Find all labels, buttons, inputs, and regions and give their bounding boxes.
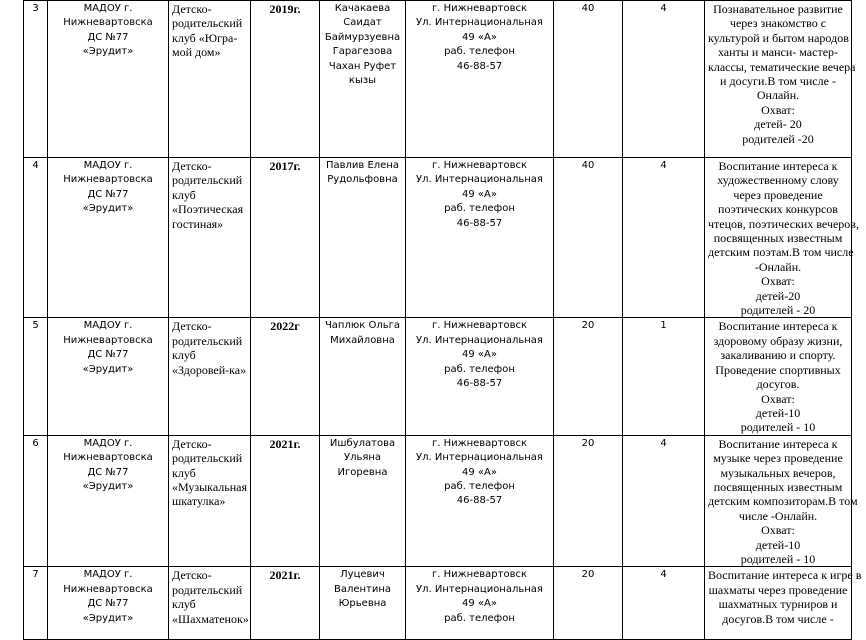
leader-cell-line: Ульяна [343, 452, 382, 464]
club-name-cell-line: родительский [172, 173, 243, 188]
organization-cell-line: ДС №77 [87, 188, 129, 200]
organization-cell [48, 158, 169, 318]
founded-year-cell [251, 318, 320, 435]
description-cell-line: детским композиторам.В том [708, 494, 858, 509]
leader-cell [320, 1, 406, 158]
address-cell-line: 49 «А» [462, 188, 497, 200]
events-count-cell-value: 1 [660, 320, 667, 332]
participants-count-cell-value: 40 [581, 160, 595, 171]
address-cell-line: г. Нижневартовск [431, 3, 528, 14]
leader-cell-line: Баймурзуевна [324, 31, 401, 43]
table-row [24, 435, 852, 567]
description-cell-line: досугов. [756, 377, 800, 392]
founded-year-cell [251, 1, 320, 158]
description-cell-line: здоровому образу жизни, [713, 333, 843, 348]
description-cell-line: закаливанию и спорту. [720, 348, 836, 363]
description-cell-line: числе -Онлайн. [738, 508, 818, 523]
description-cell [705, 567, 862, 640]
table-row [24, 318, 852, 435]
description-cell-line: музыкальных вечеров, [720, 465, 836, 480]
description-cell-line: детей-20 [755, 288, 801, 303]
founded-year-cell [251, 158, 320, 318]
club-name-cell-line: гостиная» [172, 216, 224, 231]
address-cell-line: Ул. Интернациональная [416, 583, 543, 595]
club-name-cell-line: клуб «Югра- [172, 30, 238, 45]
organization-cell [48, 435, 169, 567]
events-count-cell-value: 4 [660, 569, 667, 581]
events-count-cell [623, 567, 705, 640]
address-cell [406, 435, 554, 567]
founded-year-cell [251, 435, 320, 567]
organization-cell-line: Нижневартовска [63, 334, 153, 346]
description-cell-line: детей-10 [755, 405, 801, 420]
participants-count-cell [554, 318, 623, 435]
club-name-cell-line: клуб [172, 187, 196, 202]
leader-cell-line: кызы [348, 75, 377, 87]
description-cell [705, 435, 858, 567]
leader-cell-line: Саидат [343, 17, 382, 29]
club-name-cell [169, 435, 251, 567]
leader-cell-line: Гарагезова [332, 46, 393, 58]
organization-cell-line: «Эрудит» [82, 46, 134, 58]
leader-cell-line: Луцевич [340, 569, 385, 581]
participants-count-cell-value: 20 [581, 569, 595, 581]
club-name-cell-line: Детско- [172, 568, 212, 583]
club-name-cell-line: родительский [172, 582, 243, 597]
description-cell-line: родителей - 10 [740, 420, 816, 435]
row-number-value: 7 [32, 569, 39, 581]
address-cell-line: раб. телефон [444, 480, 515, 492]
organization-cell-line: ДС №77 [87, 31, 129, 43]
organization-cell-line: ДС №77 [87, 466, 129, 478]
description-cell-line: родителей -20 [742, 131, 814, 146]
description-cell-line: поэтических конкурсов [718, 202, 838, 217]
address-cell-line: 46-88-57 [456, 217, 503, 229]
address-cell-line: раб. телефон [444, 612, 515, 624]
club-name-cell-line: Детско- [172, 319, 212, 334]
club-name-cell-line: шкатулка» [172, 494, 226, 509]
address-cell [406, 1, 554, 158]
description-cell-line: Охват: [761, 274, 795, 289]
address-cell-line: 46-88-57 [456, 60, 503, 72]
events-count-cell [623, 435, 705, 567]
leader-cell-line: Павлив Елена [325, 160, 400, 171]
participants-count-cell-value: 20 [581, 437, 595, 449]
description-cell-line: родителей - 20 [740, 303, 816, 318]
organization-cell [48, 1, 169, 158]
organization-cell-line: Нижневартовска [63, 174, 153, 186]
address-cell-line: 49 «А» [462, 349, 497, 361]
organization-cell-line: Нижневартовска [63, 17, 153, 29]
events-count-cell-value: 4 [660, 3, 667, 14]
description-cell-line: музыке через проведение [713, 451, 843, 466]
description-cell-line: досугов.В том числе - [722, 611, 834, 626]
organization-cell-line: Нижневартовска [63, 452, 153, 464]
organization-cell-line: МАДОУ г. [83, 160, 133, 171]
leader-cell-line: Игоревна [337, 466, 388, 478]
participants-count-cell [554, 567, 623, 640]
description-cell-line: детским поэтам.В том числе [708, 245, 854, 260]
leader-cell [320, 435, 406, 567]
address-cell-line: раб. телефон [444, 203, 515, 215]
founded-year-cell-value: 2021г. [269, 436, 301, 451]
club-name-cell-line: «Шахматенок» [172, 611, 249, 626]
leader-cell-line: Ишбулатова [329, 437, 396, 449]
participants-count-cell [554, 158, 623, 318]
address-cell-line: раб. телефон [444, 363, 515, 375]
description-cell-line: классы, тематические вечера [708, 59, 856, 74]
organization-cell-line: ДС №77 [87, 349, 129, 361]
club-name-cell-line: Детско- [172, 159, 212, 173]
club-name-cell-line: мой дом» [172, 45, 221, 60]
row-number [24, 435, 48, 567]
leader-cell [320, 158, 406, 318]
club-name-cell-line: Детско- [172, 2, 212, 16]
club-name-cell [169, 1, 251, 158]
row-number-value: 4 [32, 160, 39, 171]
address-cell-line: 46-88-57 [456, 495, 503, 507]
events-count-cell [623, 158, 705, 318]
description-cell [705, 1, 856, 158]
description-cell-line: Познавательное развитие [713, 2, 843, 16]
club-name-cell [169, 158, 251, 318]
address-cell-line: г. Нижневартовск [431, 437, 528, 449]
leader-cell-line: Чаплюк Ольга [324, 320, 401, 332]
address-cell-line: раб. телефон [444, 46, 515, 58]
address-cell-line: Ул. Интернациональная [416, 174, 543, 186]
leader-cell-line: Валентина [333, 583, 392, 595]
description-cell-line: -Онлайн. [754, 259, 802, 274]
club-name-cell-line: клуб [172, 597, 196, 612]
club-name-cell-line: «Здоровей-ка» [172, 362, 247, 377]
organization-cell-line: МАДОУ г. [83, 437, 133, 449]
organization-cell-line: МАДОУ г. [83, 320, 133, 332]
club-name-cell [169, 318, 251, 435]
description-cell-line: художественному слову [717, 173, 839, 188]
description-cell-line: ханты и манси- мастер- [717, 45, 839, 60]
club-name-cell-line: клуб [172, 465, 196, 480]
address-cell [406, 567, 554, 640]
table-row [24, 158, 852, 318]
row-number-value: 5 [32, 320, 39, 332]
founded-year-cell-value: 2021г. [269, 568, 301, 583]
table-body [24, 1, 862, 640]
organization-cell [48, 567, 169, 640]
founded-year-cell [251, 567, 320, 640]
founded-year-cell-value: 2019г. [269, 2, 301, 16]
events-count-cell [623, 1, 705, 158]
address-cell-line: г. Нижневартовск [431, 160, 528, 171]
description-cell-line: Охват: [761, 102, 795, 117]
leader-cell-line: Михайловна [330, 334, 395, 346]
row-number [24, 567, 48, 640]
organization-cell [48, 318, 169, 435]
organization-cell-line: «Эрудит» [82, 363, 134, 375]
description-cell-line: Охват: [761, 523, 795, 538]
description-cell-line: через проведение [733, 187, 823, 202]
club-name-cell-line: клуб [172, 348, 196, 363]
description-cell [705, 318, 852, 435]
address-cell-line: Ул. Интернациональная [416, 334, 543, 346]
description-cell-line: шахматы через проведение [708, 582, 848, 597]
table-row [24, 1, 852, 158]
leader-cell [320, 567, 406, 640]
clubs-table [23, 0, 862, 640]
participants-count-cell-value: 40 [581, 3, 595, 14]
description-cell-line: Воспитание интереса к [718, 319, 838, 334]
club-name-cell-line: «Поэтическая [172, 202, 244, 217]
organization-cell-line: «Эрудит» [82, 480, 134, 492]
address-cell-line: 46-88-57 [456, 378, 503, 390]
description-cell-line: посвященных известным [713, 231, 843, 246]
description-cell-line: Воспитание интереса к [718, 436, 838, 451]
organization-cell-line: МАДОУ г. [83, 3, 133, 14]
address-cell-line: Ул. Интернациональная [416, 17, 543, 29]
participants-count-cell-value: 20 [581, 320, 595, 332]
row-number-value: 3 [32, 3, 39, 14]
club-name-cell-line: родительский [172, 451, 243, 466]
club-name-cell-line: родительский [172, 333, 243, 348]
description-cell-line: посвященных известным [713, 479, 843, 494]
organization-cell-line: «Эрудит» [82, 612, 134, 624]
description-cell-line: и досуги.В том числе - [720, 74, 836, 89]
row-number [24, 158, 48, 318]
club-name-cell [169, 567, 251, 640]
address-cell [406, 158, 554, 318]
events-count-cell-value: 4 [660, 437, 667, 449]
leader-cell-line: Качакаева [334, 3, 391, 14]
description-cell-line: Онлайн. [756, 88, 800, 103]
organization-cell-line: ДС №77 [87, 598, 129, 610]
events-count-cell [623, 318, 705, 435]
description-cell-line: культурой и бытом народов [708, 30, 849, 45]
address-cell [406, 318, 554, 435]
organization-cell-line: МАДОУ г. [83, 569, 133, 581]
leader-cell-line: Юрьевна [338, 598, 387, 610]
participants-count-cell [554, 1, 623, 158]
row-number [24, 1, 48, 158]
description-cell-line: через знакомство с [729, 16, 827, 31]
table-row [24, 567, 852, 640]
address-cell-line: г. Нижневартовск [431, 320, 528, 332]
description-cell-line: родителей - 10 [740, 551, 816, 566]
row-number-value: 6 [32, 437, 39, 449]
address-cell-line: 49 «А» [462, 466, 497, 478]
description-cell-line: Проведение спортивных [715, 362, 841, 377]
description-cell-line: чтецов, поэтических вечеров, [708, 216, 859, 231]
founded-year-cell-value: 2022г [270, 319, 300, 334]
description-cell-line: Воспитание интереса к игре в [708, 568, 862, 583]
leader-cell-line: Рудольфовна [327, 174, 398, 186]
description-cell [705, 158, 859, 318]
description-cell-line: Воспитание интереса к [718, 159, 838, 173]
participants-count-cell [554, 435, 623, 567]
description-cell-line: детей- 20 [754, 117, 802, 132]
leader-cell [320, 318, 406, 435]
address-cell-line: 49 «А» [462, 598, 497, 610]
address-cell-line: г. Нижневартовск [431, 569, 528, 581]
club-name-cell-line: родительский [172, 16, 243, 31]
founded-year-cell-value: 2017г. [269, 159, 301, 173]
organization-cell-line: Нижневартовска [63, 583, 153, 595]
description-cell-line: детей-10 [755, 537, 801, 552]
club-name-cell-line: Детско- [172, 436, 212, 451]
events-count-cell-value: 4 [660, 160, 667, 171]
address-cell-line: Ул. Интернациональная [416, 452, 543, 464]
description-cell-line: Охват: [761, 391, 795, 406]
row-number [24, 318, 48, 435]
organization-cell-line: «Эрудит» [82, 203, 134, 215]
leader-cell-line: Чахан Руфет [328, 60, 397, 72]
club-name-cell-line: «Музыкальная [172, 479, 247, 494]
address-cell-line: 49 «А» [462, 31, 497, 43]
description-cell-line: шахматных турниров и [718, 597, 838, 612]
